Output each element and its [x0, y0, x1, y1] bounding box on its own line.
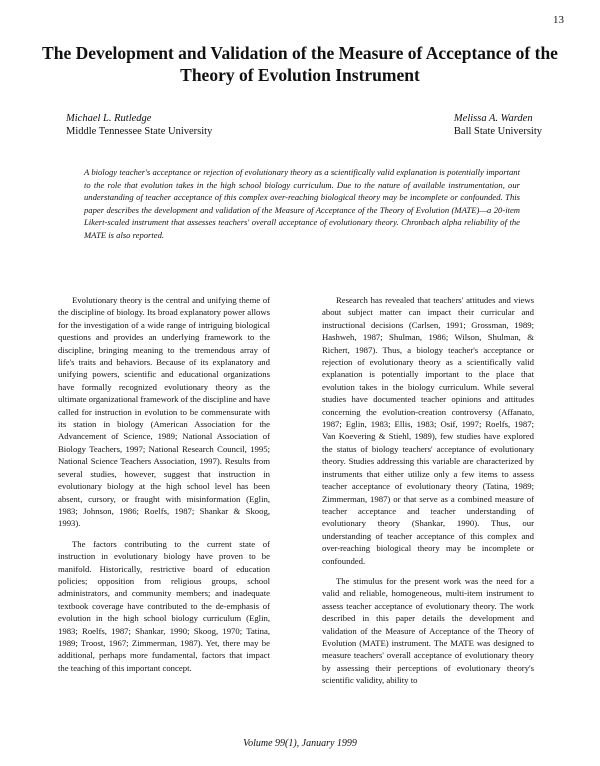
body-column-right [322, 294, 534, 687]
page-number: 13 [553, 14, 564, 26]
author-2 [454, 112, 542, 138]
body-paragraph: The stimulus for the present work was the need for a valid and reliable, homogeneous, multi-item instrument to assess teacher acceptance of evolutionary theory. The work described in this paper details the development and validation of the Measure of Acceptance of the Theory of Evolution (MATE) instrument. The MATE was designed to measure teachers' overall acceptance of evolutionary theory by assessing their perceptions of evolutionary theory's scientific validity, ability to [322, 575, 534, 686]
abstract: A biology teacher's acceptance or rejection of evolutionary theory as a scientifically valid explanation is potentially important to the role that evolution takes in the high school biology curriculum. Due to the nature of available instrumentation, our understanding of teacher acceptance of this complex over-reaching biological theory may be incomplete or confounded. This paper describes the development and validation of the Measure of Acceptance of the Theory of Evolution (MATE)—a 20-item Likert-scaled instrument that assesses teachers' overall acceptance of evolutionary theory. Chronbach alpha reliability of the MATE is also reported. [84, 167, 520, 240]
author-affiliation: Ball State University [453, 126, 542, 137]
body-column-left [58, 294, 270, 674]
body-paragraph: Research has revealed that teachers' attitudes and views about subject matter can impact their curricular and instructional decisions (Carlsen, 1991; Grossman, 1989; Hashweh, 1987; Shulman, 1986; Wilson, Shulman, & Richert, 1987). Thus, a biology teacher's acceptance or rejection of evolutionary theory as a scientifically valid explanation is potentially important to the place that evolution takes in the biology curriculum. While several studies have documented teacher opinions and attitudes concerning the evolution-creation controversy (Affanato, 1987; Eglin, 1983; Ellis, 1983; Osif, 1997; Roelfs, 1987; Van Koevering & Stiehl, 1989), few studies have explored the status of biology teachers' acceptance of evolutionary theory. Studies addressing this variable are characterized by instruments that either utilize only a few items to assess teacher acceptance of evolutionary theory (Tatina, 1989; Zimmerman, 1987) or that serve as a combined measure of teacher acceptance and teacher understanding of evolutionary theory (Shankar, 1990). Thus, our understanding of teacher acceptance of this complex and over-reaching biological theory may be incomplete or confounded. [322, 295, 534, 566]
author-name: Melissa A. Warden [453, 113, 533, 124]
body-paragraph: Evolutionary theory is the central and unifying theme of the discipline of biology. Its broad explanatory power allows for the investigation of a wide range of intriguing biological questions and provides an underlying framework to the discipline, bringing meaning to the tremendous array of life's traits and behaviors. Because of its explanatory and unifying powers, scientific and educational organizations have formally recognized evolutionary theory as the ultimate organizational framework of the discipline and have called for instruction in evolution to be commensurate with its station in biology (American Association for the Advancement of Science, 1989; National Association of Biology Teachers, 1997; National Research Council, 1995; National Science Teachers Association, 1997). Results from several studies, however, suggest that instruction in evolutionary biology at the high school level has been absent, cursory, or fraught with misinformation (Eglin, 1983; Johnson, 1986; Roelfs, 1987; Shankar & Skoog, 1993). [58, 295, 270, 529]
author-name: Michael L. Rutledge [66, 113, 152, 124]
author-affiliation: Middle Tennessee State University [66, 126, 213, 137]
author-1 [66, 112, 212, 138]
body-paragraph: The factors contributing to the current state of instruction in evolutionary biology have proven to be manifold. Historically, restrictive board of education policies; opposition from religious groups, school administrators, and community members; and inadequate textbook coverage have contributed to the de-emphasis of evolution in the high school biology curriculum (Eglin, 1983; Roelfs, 1987; Shankar, 1990; Skoog, 1970; Tatina, 1989; Troost, 1967; Zimmerman, 1987). Yet, there may be additional, perhaps more fundamental, factors that impact the teaching of this important concept. [58, 538, 270, 673]
paper-title: The Development and Validation of the Measure of Acceptance of the Theory of Evolution Instrument [42, 43, 558, 85]
journal-footer: Volume 99(1), January 1999 [243, 738, 357, 749]
